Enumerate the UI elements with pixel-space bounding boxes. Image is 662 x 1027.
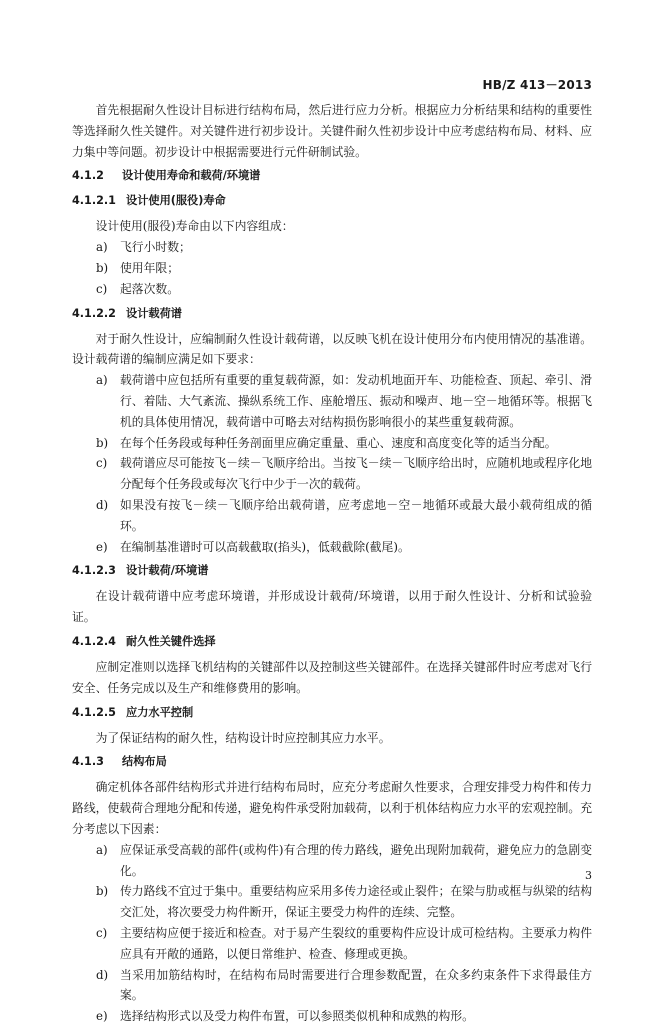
list-text: 如果没有按飞－续－飞顺序给出载荷谱，应考虑地－空－地循环或最大最小载荷组成的循环。	[120, 497, 592, 533]
list-text: 在每个任务段或每种任务剖面里应确定重量、重心、速度和高度变化等的适当分配。	[120, 435, 557, 450]
list-marker: b)	[96, 435, 109, 450]
list-text: 飞行小时数；	[120, 240, 191, 255]
list-marker: c)	[96, 925, 108, 940]
list-item	[72, 453, 592, 495]
section-heading-4-1-2-2	[72, 304, 592, 324]
section-heading-4-1-3	[72, 752, 592, 772]
list-text: 载荷谱应尽可能按飞－续－飞顺序给出。当按飞－续－飞顺序给出时，应随机地或程序化地分配每个任务段或每次飞行中少于一次的载荷。	[120, 456, 592, 492]
page-number: 3	[585, 869, 592, 882]
section-title: 设计载荷/环境谱	[126, 564, 209, 578]
section-title: 设计使用寿命和载荷/环境谱	[122, 169, 261, 183]
list-text: 使用年限；	[120, 260, 179, 275]
section-number: 4.1.2.4	[72, 634, 116, 648]
list-marker: a)	[96, 842, 108, 857]
list-item	[72, 433, 592, 454]
section-title: 设计载荷谱	[126, 306, 182, 320]
list-marker: d)	[96, 497, 109, 512]
list-marker: b)	[96, 884, 109, 899]
paragraph-4-1-2-2: 对于耐久性设计，应编制耐久性设计载荷谱，以反映飞机在设计使用分布内使用情况的基准谱。设计载荷谱的编制应满足如下要求：	[72, 331, 592, 367]
list-item	[72, 495, 592, 537]
list-item	[72, 881, 592, 923]
list-marker: b)	[96, 260, 109, 275]
list-marker: d)	[96, 967, 109, 982]
list-4-1-3	[72, 840, 592, 1027]
list-text: 当采用加筋结构时，在结构布局时需要进行合理参数配置，在众多约束条件下求得最佳方案。	[120, 967, 592, 1003]
list-marker: a)	[96, 373, 108, 388]
list-marker: c)	[96, 281, 108, 296]
paragraph-4-1-2-1: 设计使用(服役)寿命由以下内容组成：	[95, 219, 294, 234]
section-title: 结构布局	[122, 755, 167, 769]
section-heading-4-1-2-3	[72, 561, 592, 581]
section-heading-4-1-2-4	[72, 632, 592, 652]
list-text: 选择结构形式以及受力构件布置，可以参照类似机种和成熟的构形。	[120, 1009, 474, 1024]
section-heading-4-1-2	[72, 166, 592, 186]
paragraph-4-1-2-4: 应制定准则以选择飞机结构的关键部件以及控制这些关键部件。在选择关键部件时应考虑对飞行安全、任务完成以及生产和维修费用的影响。	[72, 659, 592, 695]
list-text: 应保证承受高载的部件(或构件)有合理的传力路线，避免出现附加载荷，避免应力的急剧变化。	[120, 842, 592, 878]
list-item	[72, 258, 592, 279]
list-item	[72, 237, 592, 258]
page-body	[72, 100, 592, 1027]
document-code: HB/Z 413－2013	[482, 78, 592, 92]
section-number: 4.1.2.1	[72, 194, 116, 208]
list-marker: e)	[96, 539, 108, 554]
list-item	[72, 840, 592, 882]
section-heading-4-1-2-5	[72, 703, 592, 723]
section-heading-4-1-2-1	[72, 191, 592, 211]
list-marker: a)	[96, 240, 108, 255]
section-number: 4.1.3	[72, 755, 104, 769]
list-marker: c)	[96, 456, 108, 471]
list-text: 起落次数。	[120, 281, 179, 296]
list-item	[72, 1006, 592, 1027]
list-text: 载荷谱中应包括所有重要的重复载荷源，如：发动机地面开车、功能检查、顶起、牵引、滑行、着陆、大气紊流、操纵系统工作、座舱增压、振动和噪声、地－空－地循环等。根据飞机的具体使用情况，载荷谱中可略去对结构损伤影响很小的某些重复载荷源。	[120, 373, 592, 429]
paragraph-4-1-2-5: 为了保证结构的耐久性，结构设计时应控制其应力水平。	[95, 730, 391, 745]
list-4-1-2-1	[72, 237, 592, 299]
paragraph-4-1-3: 确定机体各部件结构形式并进行结构布局时，应充分考虑耐久性要求，合理安排受力构件和传力路线，使载荷合理地分配和传递，避免构件承受附加载荷，以利于机体结构应力水平的宏观控制。充分考虑以下因素：	[72, 780, 592, 836]
list-text: 传力路线不宜过于集中。重要结构应采用多传力途径或止裂件；在梁与肋或框与纵梁的结构交汇处，将次要受力构件断开，保证主要受力构件的连续、完整。	[120, 884, 592, 920]
section-number: 4.1.2.5	[72, 705, 116, 719]
list-4-1-2-2	[72, 370, 592, 557]
section-number: 4.1.2.3	[72, 564, 116, 578]
list-text: 主要结构应便于接近和检查。对于易产生裂纹的重要构件应设计成可检结构。主要承力构件应具有开敞的通路，以便日常维护、检查、修理或更换。	[120, 925, 592, 961]
section-number: 4.1.2	[72, 169, 104, 183]
list-item	[72, 965, 592, 1007]
section-title: 设计使用(服役)寿命	[126, 194, 226, 208]
section-title: 应力水平控制	[126, 705, 194, 719]
section-title: 耐久性关键件选择	[126, 634, 216, 648]
list-item	[72, 370, 592, 432]
list-text: 在编制基准谱时可以高载截取(掐头)，低载截除(截尾)。	[120, 539, 410, 554]
list-item	[72, 279, 592, 300]
section-number: 4.1.2.2	[72, 306, 116, 320]
list-item	[72, 923, 592, 965]
intro-paragraph: 首先根据耐久性设计目标进行结构布局，然后进行应力分析。根据应力分析结果和结构的重要性等选择耐久性关键件。对关键件进行初步设计。关键件耐久性初步设计中应考虑结构布局、材料、应力集中等问题。初步设计中根据需要进行元件研制试验。	[72, 103, 592, 159]
list-marker: e)	[96, 1009, 108, 1024]
list-item	[72, 537, 592, 558]
paragraph-4-1-2-3: 在设计载荷谱中应考虑环境谱，并形成设计载荷/环境谱，以用于耐久性设计、分析和试验验证。	[72, 589, 592, 625]
